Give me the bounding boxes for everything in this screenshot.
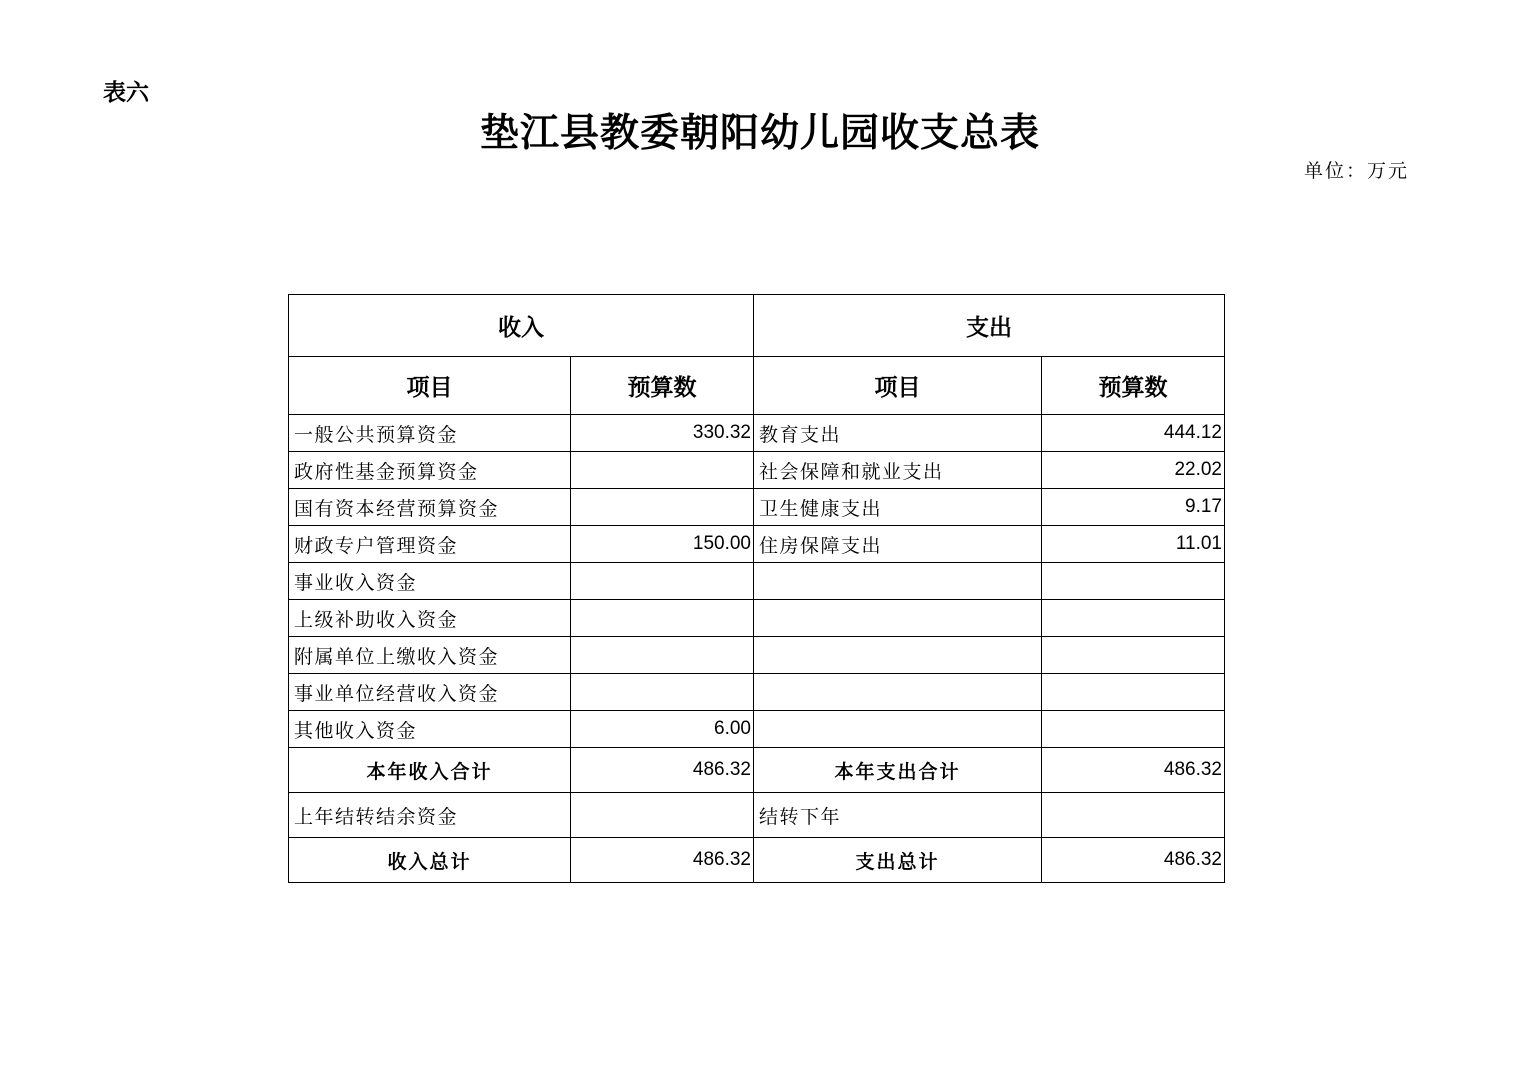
- year-income-total-label: 本年收入合计: [289, 748, 571, 793]
- income-item: 附属单位上缴收入资金: [289, 637, 571, 674]
- income-item: 事业单位经营收入资金: [289, 674, 571, 711]
- grand-total-row: [289, 838, 1225, 883]
- year-expense-total-value: 486.32: [1042, 748, 1225, 793]
- expense-item: 住房保障支出: [754, 526, 1042, 563]
- carry-to-next-year-value: [1042, 793, 1225, 838]
- table-row: [289, 674, 1225, 711]
- income-item: 其他收入资金: [289, 711, 571, 748]
- year-expense-total-label: 本年支出合计: [754, 748, 1042, 793]
- expense-item: [754, 637, 1042, 674]
- income-item-column-header: 项目: [289, 357, 571, 415]
- expense-grand-total-value: 486.32: [1042, 838, 1225, 883]
- income-value: [571, 674, 754, 711]
- carry-over-row: [289, 793, 1225, 838]
- year-income-total-value: 486.32: [571, 748, 754, 793]
- prior-year-carryover-label: 上年结转结余资金: [289, 793, 571, 838]
- table-row: [289, 452, 1225, 489]
- income-value: [571, 452, 754, 489]
- table-row: [289, 563, 1225, 600]
- expense-budget-column-header: 预算数: [1042, 357, 1225, 415]
- year-total-row: [289, 748, 1225, 793]
- table-row: [289, 711, 1225, 748]
- income-value: 330.32: [571, 415, 754, 452]
- expense-item: [754, 600, 1042, 637]
- income-item: 政府性基金预算资金: [289, 452, 571, 489]
- income-value: 6.00: [571, 711, 754, 748]
- table-row: [289, 637, 1225, 674]
- income-budget-column-header: 预算数: [571, 357, 754, 415]
- income-header: 收入: [289, 295, 754, 357]
- table-row: [289, 600, 1225, 637]
- income-value: [571, 489, 754, 526]
- expense-item: 教育支出: [754, 415, 1042, 452]
- expense-item: [754, 674, 1042, 711]
- expense-value: 22.02: [1042, 452, 1225, 489]
- income-item: 事业收入资金: [289, 563, 571, 600]
- table-row: [289, 526, 1225, 563]
- expense-value: [1042, 563, 1225, 600]
- income-item: 一般公共预算资金: [289, 415, 571, 452]
- prior-year-carryover-value: [571, 793, 754, 838]
- page-title: 垫江县教委朝阳幼儿园收支总表: [479, 110, 1040, 156]
- budget-summary-table: [288, 294, 1225, 883]
- table-row: [289, 489, 1225, 526]
- income-grand-total-label: 收入总计: [289, 838, 571, 883]
- expense-value: [1042, 711, 1225, 748]
- income-item: 上级补助收入资金: [289, 600, 571, 637]
- table-header-row: [289, 295, 1225, 357]
- carry-to-next-year-label: 结转下年: [754, 793, 1042, 838]
- income-value: 150.00: [571, 526, 754, 563]
- income-value: [571, 563, 754, 600]
- expense-value: [1042, 637, 1225, 674]
- expense-item: 社会保障和就业支出: [754, 452, 1042, 489]
- expense-item: 卫生健康支出: [754, 489, 1042, 526]
- expense-value: 9.17: [1042, 489, 1225, 526]
- expense-item: [754, 563, 1042, 600]
- table-row: [289, 415, 1225, 452]
- expense-value: 444.12: [1042, 415, 1225, 452]
- expense-header: 支出: [754, 295, 1225, 357]
- expense-item: [754, 711, 1042, 748]
- expense-grand-total-label: 支出总计: [754, 838, 1042, 883]
- unit-label: 单位：万元: [1304, 160, 1410, 182]
- income-value: [571, 600, 754, 637]
- expense-value: [1042, 674, 1225, 711]
- income-grand-total-value: 486.32: [571, 838, 754, 883]
- expense-value: [1042, 600, 1225, 637]
- income-item: 国有资本经营预算资金: [289, 489, 571, 526]
- income-item: 财政专户管理资金: [289, 526, 571, 563]
- table-number-label: 表六: [103, 80, 149, 106]
- expense-item-column-header: 项目: [754, 357, 1042, 415]
- expense-value: 11.01: [1042, 526, 1225, 563]
- income-value: [571, 637, 754, 674]
- column-header-row: [289, 357, 1225, 415]
